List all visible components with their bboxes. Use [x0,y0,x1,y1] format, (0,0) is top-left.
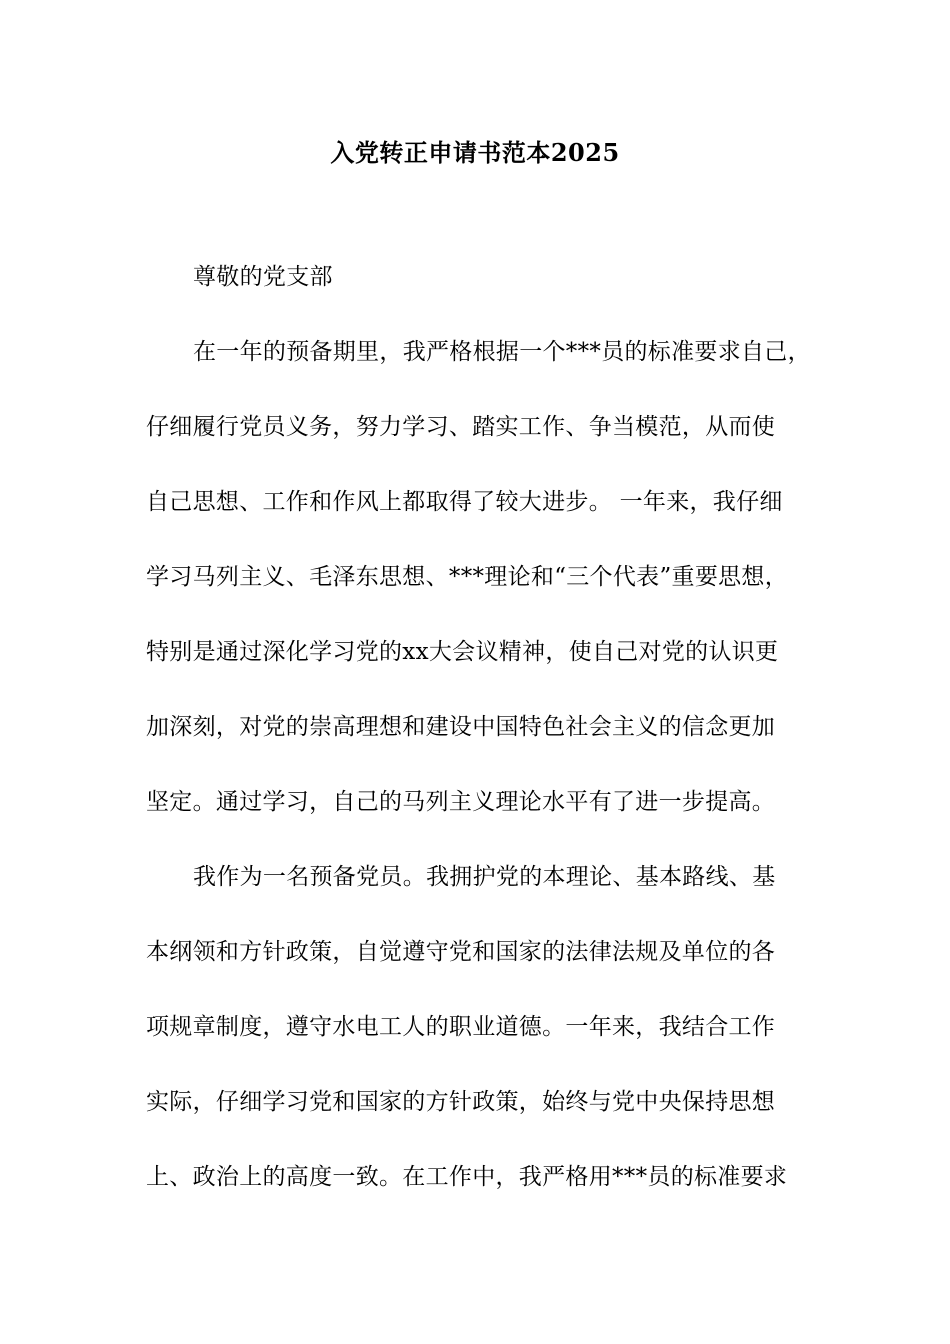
salutation: 尊敬的党支部 [193,264,333,290]
paragraph-2-line-3: 项规章制度，遵守水电工人的职业道德。一年来，我结合工作 [146,1014,776,1040]
document-title: 入党转正申请书范本2025 [330,138,620,167]
paragraph-1-line-1: 在一年的预备期里，我严格根据一个***员的标准要求自己， [193,339,811,365]
paragraph-2-line-1: 我作为一名预备党员。我拥护党的本理论、基本路线、基 [193,864,776,890]
paragraph-1-line-6: 加深刻，对党的崇高理想和建设中国特色社会主义的信念更加 [146,714,776,740]
paragraph-2-line-5: 上、政治上的高度一致。在工作中，我严格用***员的标准要求 [146,1164,788,1190]
paragraph-1-line-7: 坚定。通过学习，自己的马列主义理论水平有了进一步提高。 [146,789,776,815]
paragraph-2-line-2: 本纲领和方针政策，自觉遵守党和国家的法律法规及单位的各 [146,939,776,965]
paragraph-2-line-4: 实际，仔细学习党和国家的方针政策，始终与党中央保持思想 [146,1089,776,1115]
paragraph-1-line-2: 仔细履行党员义务，努力学习、踏实工作、争当模范，从而使 [146,414,776,440]
paragraph-1-line-4: 学习马列主义、毛泽东思想、***理论和“三个代表”重要思想， [146,564,789,590]
paragraph-1-line-5: 特别是通过深化学习党的xx大会议精神，使自己对党的认识更 [146,639,779,665]
paragraph-1-line-3: 自己思想、工作和作风上都取得了较大进步。 一年来，我仔细 [146,489,783,515]
